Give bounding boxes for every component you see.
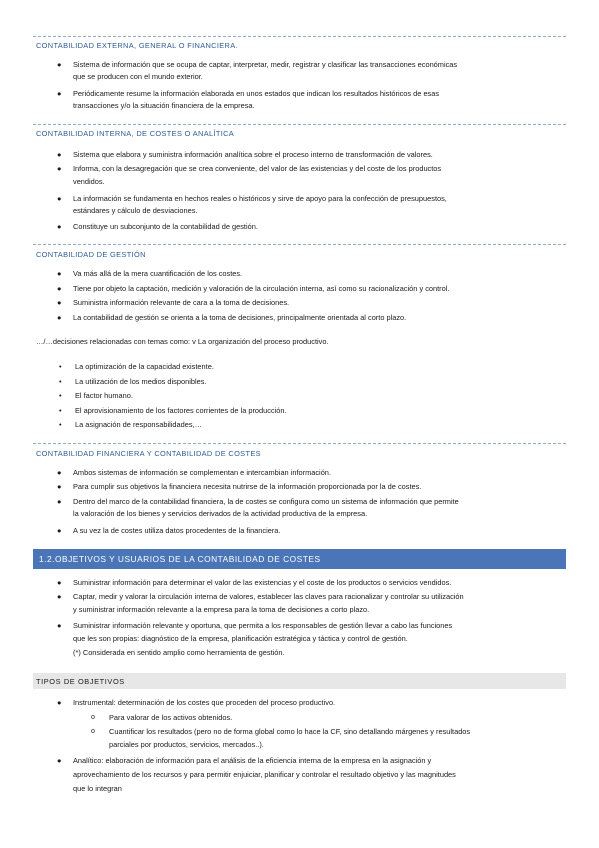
section-banner <box>33 549 566 569</box>
bullet-icon: • <box>59 391 62 400</box>
section-heading-cost-accounting: CONTABILIDAD INTERNA, DE COSTES O ANALÍTICA <box>36 129 235 138</box>
paragraph-line: Sistema que elabora y suministra información analítica sobre el proceso interno de transformación de valores. <box>73 150 433 159</box>
paragraph-line: estándares y cálculo de desviaciones. <box>73 206 198 215</box>
bullet-icon: ● <box>57 482 62 491</box>
paragraph-line: Suministrar información para determinar el valor de las existencias y el coste de los productos o servicios vendidos. <box>73 578 452 587</box>
bullet-icon: ● <box>57 497 62 506</box>
paragraph-line: Ambos sistemas de información se complementan e intercambian información. <box>73 468 331 477</box>
paragraph-line: que lo integran <box>73 784 122 793</box>
bullet-icon: ● <box>57 164 62 173</box>
bullet-icon: • <box>59 420 62 429</box>
bullet-icon: ● <box>57 313 62 322</box>
paragraph-line: que les son propias: diagnóstico de la empresa, planificación estratégica y táctica y control de gestión. <box>73 634 408 643</box>
paragraph-line: A su vez la de costes utiliza datos procedentes de la financiera. <box>73 526 281 535</box>
paragraph-line: Sistema de información que se ocupa de captar, interpretar, medir, registrar y clasificar las transacciones económicas <box>73 60 458 69</box>
paragraph-line: Va más allá de la mera cuantificación de los costes. <box>73 269 243 278</box>
paragraph-line: aprovechamiento de los recursos y para permitir enjuiciar, planificar y controlar el resultado objetivo y las magnitudes <box>73 770 456 779</box>
bullet-icon: ● <box>57 526 62 535</box>
paragraph-line: Informa, con la desagregación que se crea conveniente, del valor de las existencias y del coste de los productos <box>73 164 442 173</box>
list-item: La optimización de la capacidad existente. <box>75 362 214 371</box>
paragraph-line: que se producen con el mundo exterior. <box>73 72 203 81</box>
bullet-icon: ● <box>57 60 62 69</box>
paragraph-line: transacciones y/o la situación financiera de la empresa. <box>73 101 255 110</box>
paragraph-line: Para cumplir sus objetivos la financiera necesita nutrirse de la información proporcionada por la de costes. <box>73 482 422 491</box>
note-line: (*) Considerada en sentido amplio como herramienta de gestión. <box>73 648 285 657</box>
section-divider <box>33 443 566 444</box>
paragraph-intro: …/…decisiones relacionadas con temas como: v La organización del proceso productivo. <box>36 337 329 346</box>
bullet-icon: • <box>59 362 62 371</box>
paragraph-line: La información se fundamenta en hechos reales o históricos y sirve de apoyo para la confección de presupuestos, <box>73 194 447 203</box>
paragraph-line: Periódicamente resume la información elaborada en unos estados que indican los resultados históricos de esas <box>73 89 440 98</box>
paragraph-line: La contabilidad de gestión se orienta a la toma de decisiones, principalmente orientada al corto plazo. <box>73 313 407 322</box>
section-divider <box>33 36 566 37</box>
sub-bullet-icon: o <box>91 714 95 721</box>
paragraph-line: Dentro del marco de la contabilidad financiera, la de costes se configura como un sistema de información que permite <box>73 497 459 506</box>
bullet-icon: ● <box>57 698 62 707</box>
bullet-icon: ● <box>57 150 62 159</box>
bullet-icon: ● <box>57 298 62 307</box>
subsection-heading-objective-types: TIPOS DE OBJETIVOS <box>36 677 125 686</box>
paragraph-line: Captar, medir y valorar la circulación interna de valores, establecer las claves para racionalizar y controlar su utilización <box>73 592 464 601</box>
bullet-icon: ● <box>57 578 62 587</box>
list-item: El aprovisionamiento de los factores corrientes de la producción. <box>75 406 287 415</box>
section-heading-external-accounting: CONTABILIDAD EXTERNA, GENERAL O FINANCIERA. <box>36 41 238 50</box>
subsection-banner <box>33 673 566 689</box>
paragraph-line: Constituye un subconjunto de la contabilidad de gestión. <box>73 222 258 231</box>
bullet-icon: ● <box>57 592 62 601</box>
list-item: La asignación de responsabilidades,… <box>75 420 202 429</box>
section-heading-objectives: 1.2.OBJETIVOS Y USUARIOS DE LA CONTABILIDAD DE COSTES <box>39 554 321 564</box>
bullet-icon: ● <box>57 284 62 293</box>
bullet-icon: ● <box>57 621 62 630</box>
paragraph-line: Suministra información relevante de cara a la toma de decisiones. <box>73 298 290 307</box>
paragraph-line: y suministrar información relevante a la empresa para la toma de decisiones a corto plazo. <box>73 605 370 614</box>
bullet-icon: ● <box>57 269 62 278</box>
bullet-icon: ● <box>57 468 62 477</box>
paragraph-line: la valoración de los bienes y servicios derivados de la actividad productiva de la empresa. <box>73 509 368 518</box>
section-heading-management-accounting: CONTABILIDAD DE GESTIÓN <box>36 250 146 259</box>
bullet-icon: ● <box>57 194 62 203</box>
bullet-icon: ● <box>57 756 62 765</box>
paragraph-line: Tiene por objeto la captación, medición y valoración de la circulación interna, así como su racionalización y control. <box>73 284 450 293</box>
sub-list-item: Para valorar de los activos obtenidos. <box>109 713 233 722</box>
section-divider <box>33 124 566 125</box>
bullet-icon: • <box>59 377 62 386</box>
sub-list-item: parciales por productos, servicios, mercados..). <box>109 740 264 749</box>
section-heading-financial-vs-cost: CONTABILIDAD FINANCIERA Y CONTABILIDAD DE COSTES <box>36 449 261 458</box>
list-item: La utilización de los medios disponibles. <box>75 377 207 386</box>
paragraph-line: vendidos. <box>73 177 105 186</box>
sub-list-item: Cuantificar los resultados (pero no de forma global como lo hace la CF, sino detallando márgenes y resultados <box>109 727 471 736</box>
paragraph-line: Instrumental: determinación de los costes que proceden del proceso productivo. <box>73 698 336 707</box>
paragraph-line: Suministrar información relevante y oportuna, que permita a los responsables de gestión llevar a cabo las funciones <box>73 621 453 630</box>
paragraph-line: Analítico: elaboración de información para el análisis de la eficiencia interna de la empresa en la asignación y <box>73 756 432 765</box>
bullet-icon: ● <box>57 222 62 231</box>
list-item: El factor humano. <box>75 391 133 400</box>
sub-bullet-icon: o <box>91 728 95 735</box>
section-divider <box>33 244 566 245</box>
bullet-icon: • <box>59 406 62 415</box>
bullet-icon: ● <box>57 89 62 98</box>
